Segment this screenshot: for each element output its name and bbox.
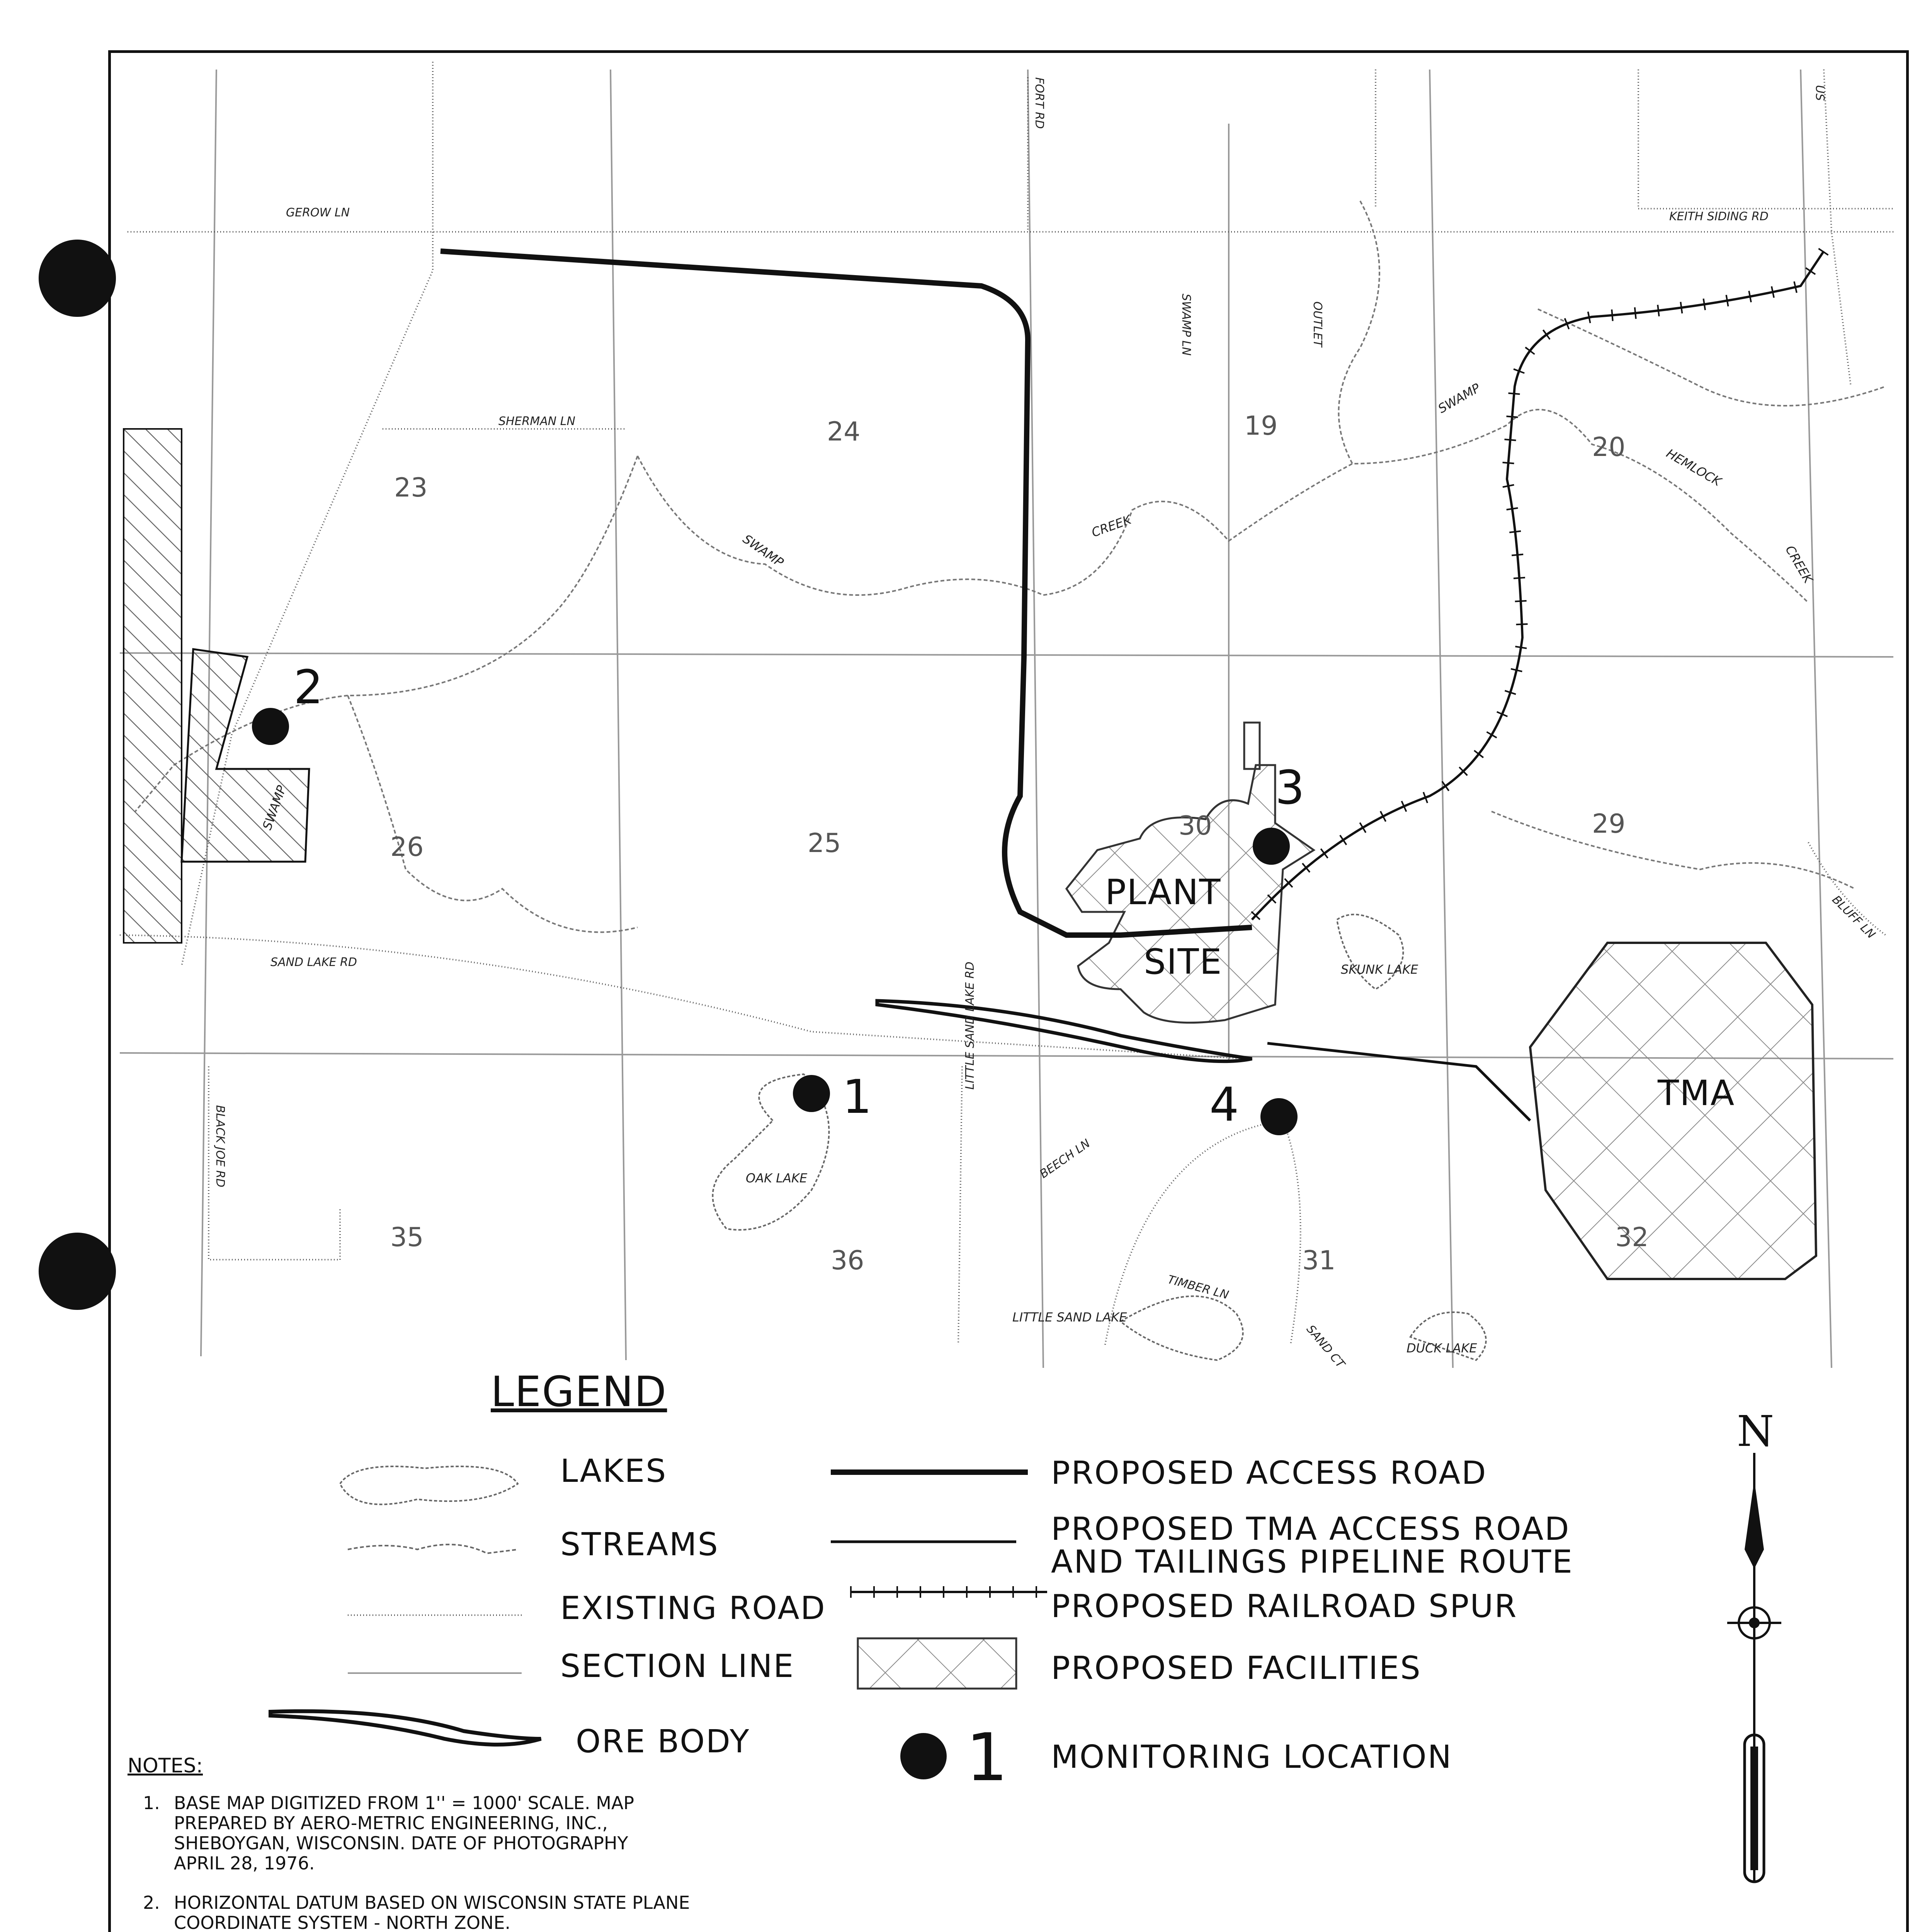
legend-streams: STREAMS (560, 1526, 719, 1563)
monitoring-label-2: 2 (294, 661, 323, 714)
section-label: 30 (1179, 811, 1212, 841)
facility-label-plant: PLANT (1105, 872, 1221, 913)
note-text: HORIZONTAL DATUM BASED ON WISCONSIN STATE PLANE COORDINATE SYSTEM - NORTH ZONE. (174, 1892, 690, 1932)
road-label-gerow: GEROW LN (286, 206, 350, 219)
section-label: 20 (1592, 432, 1626, 463)
water-label-swamp: SWAMP (259, 783, 289, 832)
section-label: 35 (390, 1222, 424, 1253)
section-label: 24 (827, 417, 861, 447)
note-item (143, 1793, 877, 1873)
water-label-swamp: SWAMP (1435, 380, 1483, 416)
legend-stream-symbol (348, 1544, 518, 1553)
water-label-skunk-lake: SKUNK LAKE (1341, 962, 1418, 977)
section-label: 23 (394, 473, 428, 503)
road-label-timber: TIMBER LN (1166, 1272, 1230, 1302)
section-label: 36 (831, 1245, 864, 1276)
legend-lakes: LAKES (560, 1453, 667, 1490)
facility-label-site: SITE (1144, 942, 1223, 982)
legend-monitoring-symbol (900, 1733, 947, 1779)
north-arrow-icon (1727, 1453, 1781, 1882)
road-label-sand-lake: SAND LAKE RD (270, 956, 357, 969)
notes-list (143, 1793, 877, 1932)
section-label: 25 (808, 828, 841, 859)
road-label-outlet: OUTLET (1311, 301, 1324, 347)
water-label-oak-lake: OAK LAKE (746, 1171, 808, 1185)
road-label-beech: BEECH LN (1037, 1136, 1093, 1181)
road-label-swamp: SWAMP LN (1179, 294, 1193, 356)
note-number: 2. (143, 1892, 160, 1913)
legend-tma-road-line2: AND TAILINGS PIPELINE ROUTE (1051, 1544, 1573, 1580)
section-label: 32 (1615, 1222, 1649, 1253)
section-label: 19 (1244, 411, 1278, 441)
notes-title: NOTES: (128, 1754, 203, 1777)
facility-label-tma: TMA (1658, 1073, 1735, 1114)
road-label-hwy: US (1813, 85, 1827, 101)
monitoring-label-3: 3 (1275, 761, 1305, 815)
road-label-little-sand-lake-rd: LITTLE SAND LAKE RD (963, 961, 977, 1090)
water-label-hemlock: HEMLOCK (1664, 446, 1724, 489)
water-label-creek: CREEK (1089, 512, 1133, 540)
water-label-creek: CREEK (1782, 543, 1816, 586)
note-text: BASE MAP DIGITIZED FROM 1'' = 1000' SCALE. MAP PREPARED BY AERO-METRIC ENGINEERING, INC., SHEBOYGAN, WISCONSIN. DATE OF PHOTOGRAPHY APRIL 28, 1976. (174, 1793, 634, 1874)
legend-section-line: SECTION LINE (560, 1648, 795, 1685)
road-label-sand-ct: SAND CT (1303, 1322, 1347, 1371)
legend-lake-symbol (340, 1466, 518, 1504)
section-label: 31 (1302, 1245, 1336, 1276)
road-label-keith-siding: KEITH SIDING RD (1669, 210, 1769, 223)
monitoring-label-4: 4 (1209, 1078, 1239, 1132)
water-label-duck-lake: DUCK LAKE (1406, 1341, 1477, 1355)
section-label: 29 (1592, 809, 1626, 839)
section-label: 26 (390, 832, 424, 862)
north-label: N (1737, 1406, 1774, 1456)
legend-railroad: PROPOSED RAILROAD SPUR (1051, 1588, 1518, 1625)
legend-monitoring-number: 1 (966, 1719, 1008, 1796)
legend-existing-road: EXISTING ROAD (560, 1590, 826, 1627)
note-item (143, 1893, 877, 1932)
legend-title: LEGEND (491, 1368, 667, 1416)
legend-ore-body: ORE BODY (576, 1723, 750, 1760)
note-number: 1. (143, 1793, 160, 1813)
road-label-fort: FORT RD (1032, 77, 1046, 129)
legend-tma-road-line1: PROPOSED TMA ACCESS ROAD (1051, 1511, 1570, 1548)
road-label-sherman: SHERMAN LN (498, 415, 575, 428)
legend-monitoring: MONITORING LOCATION (1051, 1739, 1452, 1776)
legend-facilities-symbol (858, 1638, 1016, 1689)
water-label-swamp: SWAMP (740, 531, 786, 570)
road-label-bluff: BLUFF LN (1829, 893, 1878, 942)
legend-ore-body-symbol (270, 1711, 541, 1745)
monitoring-label-1: 1 (842, 1070, 872, 1124)
road-label-black-joe: BLACK JOE RD (213, 1105, 227, 1187)
legend-facilities: PROPOSED FACILITIES (1051, 1650, 1422, 1687)
water-label-little-sand-lake: LITTLE SAND LAKE (1012, 1310, 1127, 1325)
legend-access-road: PROPOSED ACCESS ROAD (1051, 1455, 1487, 1492)
